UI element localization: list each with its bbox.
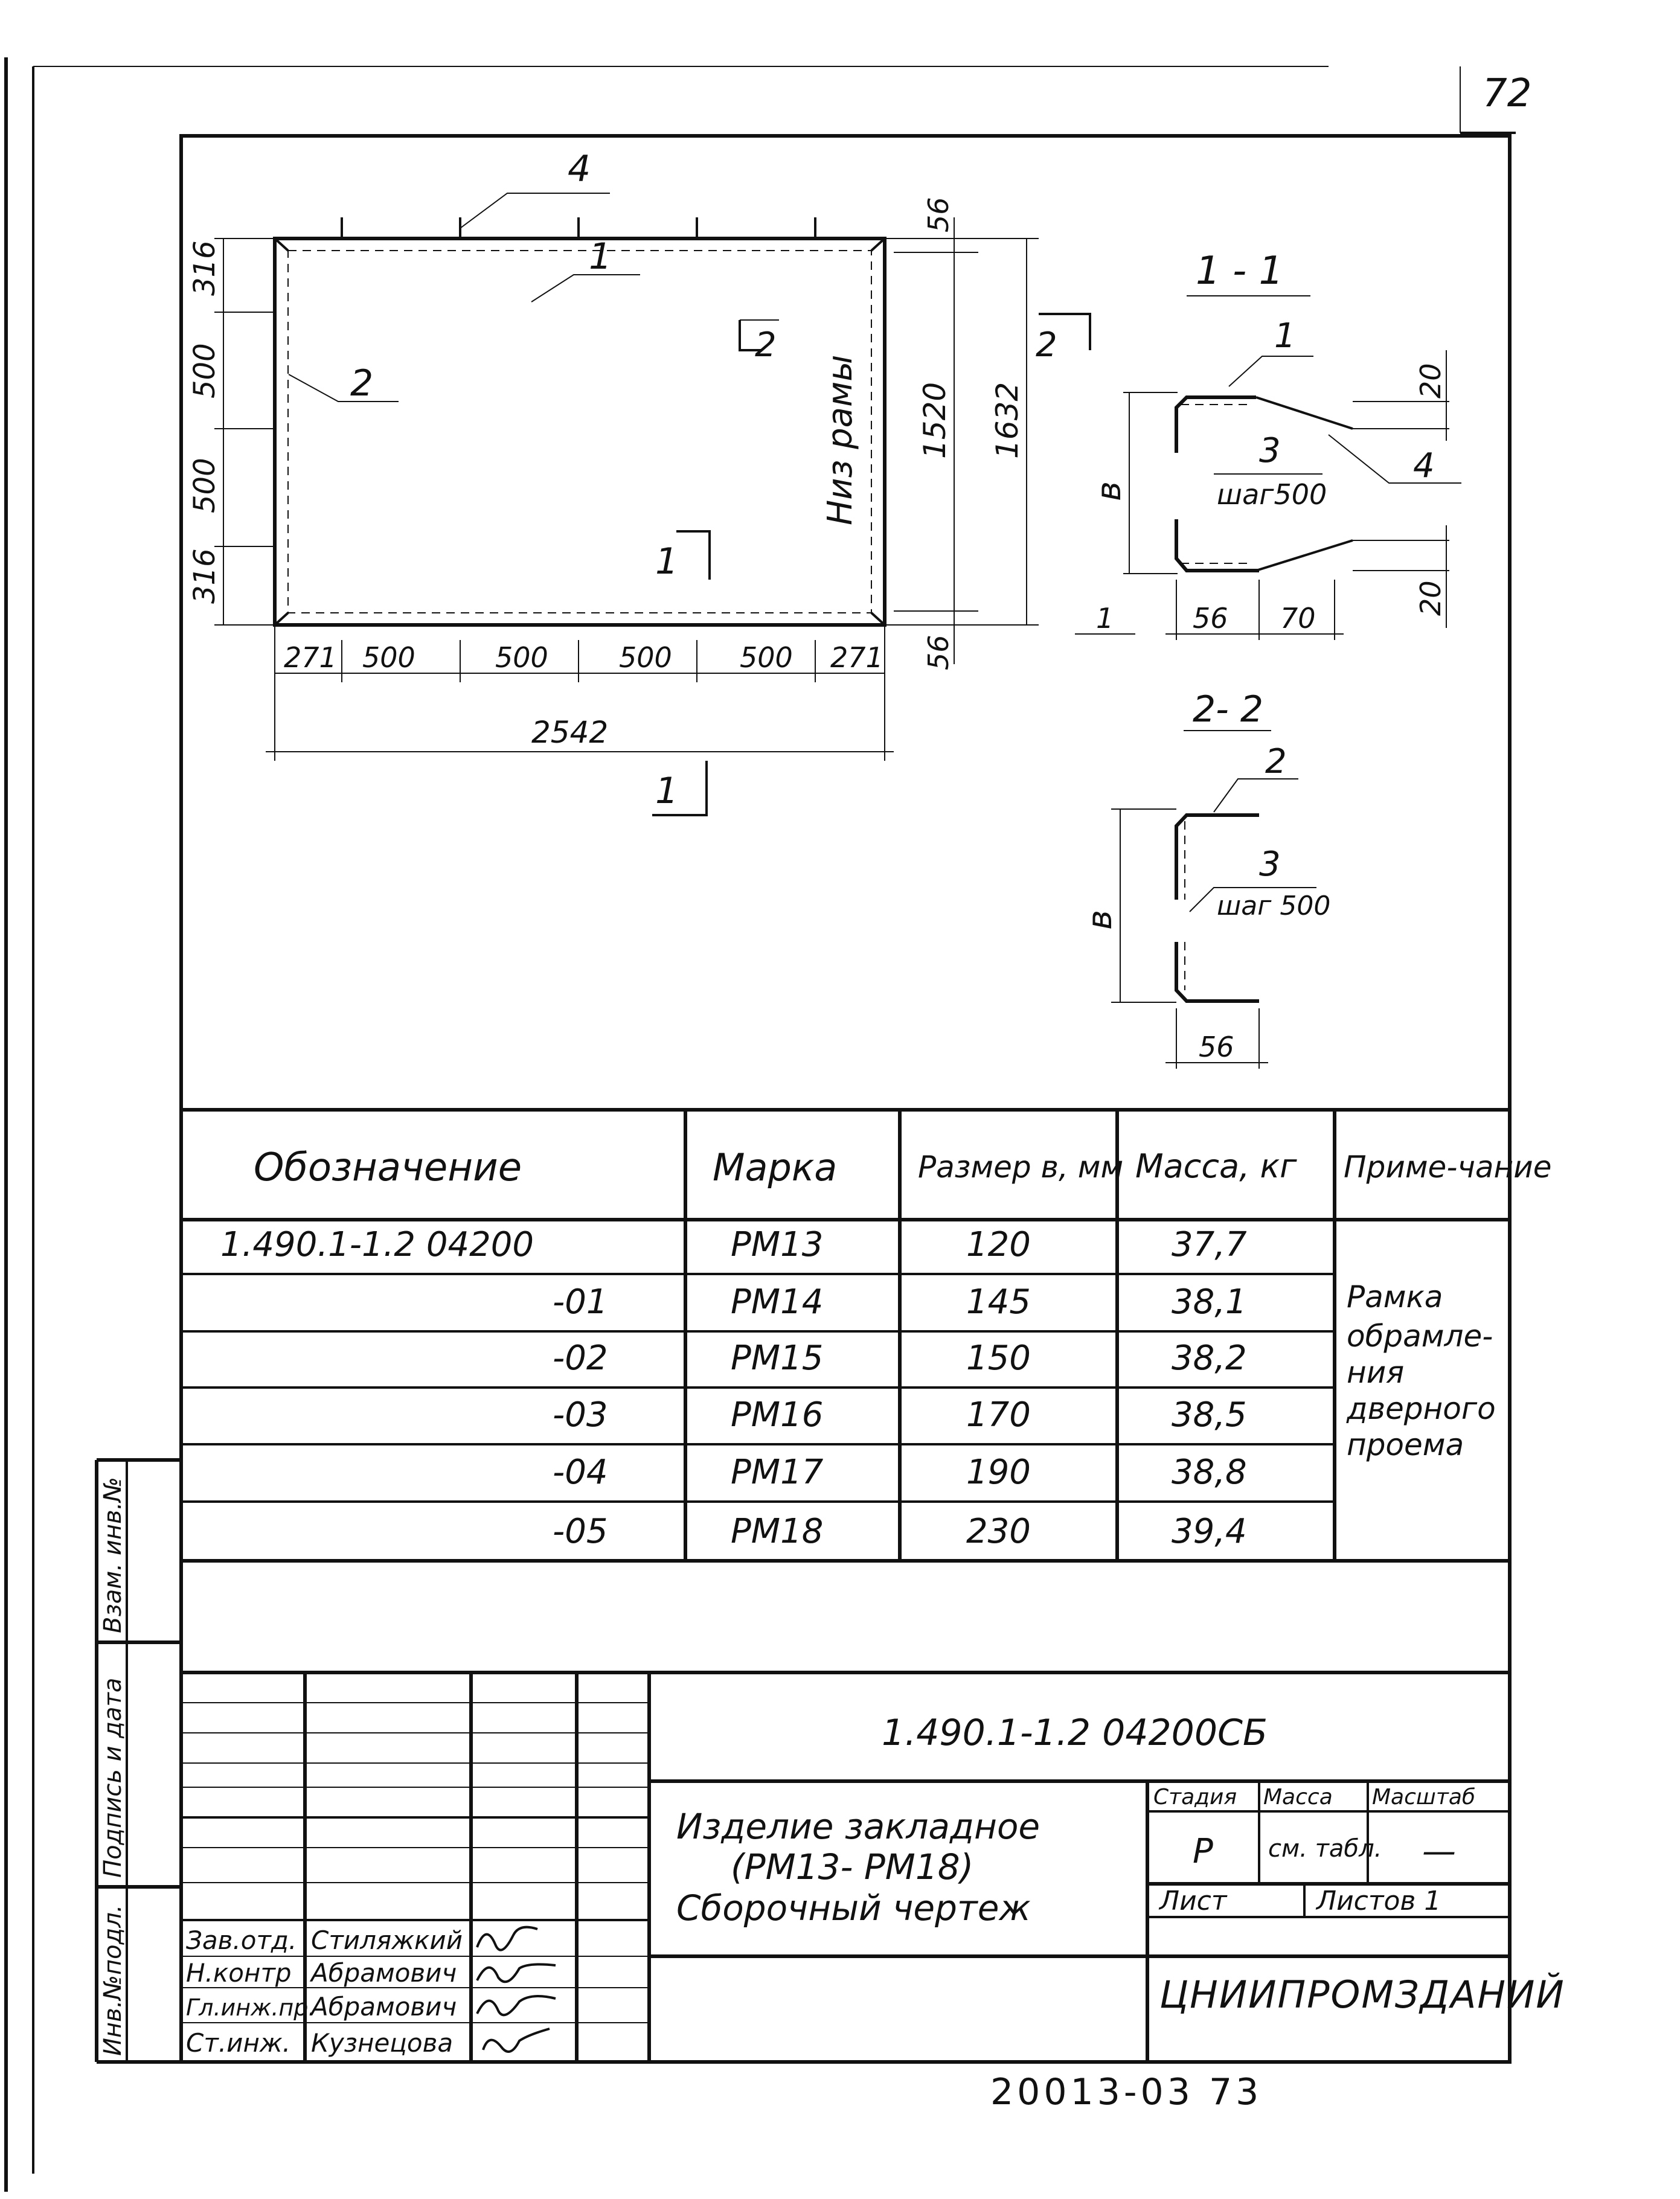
note-line: обрамле- xyxy=(1347,1319,1493,1354)
title-line: (РМ13- РМ18) xyxy=(731,1846,974,1887)
row-size: 150 xyxy=(966,1339,1031,1378)
section-2-dim-56: 56 xyxy=(1199,1031,1234,1063)
section-2-label-right: 2 xyxy=(1036,325,1057,365)
dim-bottom-5: 500 xyxy=(740,641,793,674)
dim-left-1: 316 xyxy=(188,240,222,296)
callout-2-leader xyxy=(289,374,399,402)
stamp-replaces-inv: Взам. инв.№ xyxy=(99,1477,127,1633)
frame-inner-dashed xyxy=(288,251,871,613)
dim-inner-height: 1520 xyxy=(917,382,952,459)
anchor-top xyxy=(1256,397,1353,429)
frame-bottom-note: Низ рамы xyxy=(821,354,860,525)
note-line: Рамка xyxy=(1347,1279,1443,1314)
title-block xyxy=(181,1672,1565,2062)
section-1-mark xyxy=(676,531,710,580)
section-2-pitch: шаг 500 xyxy=(1217,891,1331,921)
row-designation: -05 xyxy=(553,1512,608,1551)
dim-bottom-6: 271 xyxy=(830,641,883,674)
staff-role: Зав.отд. xyxy=(186,1925,297,1955)
scale-label: Масштаб xyxy=(1372,1785,1476,1810)
section-1-callout-4: 4 xyxy=(1413,446,1435,485)
row-mark: РМ16 xyxy=(731,1395,824,1435)
dim-total-height: 1632 xyxy=(990,382,1025,459)
callout-1: 1 xyxy=(589,235,612,278)
sheet-label: Лист xyxy=(1159,1886,1227,1916)
section-2-2-title: 2- 2 xyxy=(1193,688,1264,731)
callout-4: 4 xyxy=(568,148,591,190)
row-size: 230 xyxy=(966,1512,1031,1551)
dim-bottom-2: 500 xyxy=(362,641,415,674)
row-mass: 39,4 xyxy=(1172,1512,1247,1551)
side-stamp xyxy=(97,1460,181,2062)
section-2-dim-b: в xyxy=(1080,909,1120,930)
section-1-label: 1 xyxy=(655,540,679,583)
row-designation: -02 xyxy=(553,1339,608,1378)
signature-scribble xyxy=(483,2029,550,2052)
header-note: Приме-чание xyxy=(1344,1150,1552,1185)
staff-role: Н.контр xyxy=(186,1958,292,1988)
mass-value: см. табл. xyxy=(1268,1835,1382,1863)
section-1-dim-b: в xyxy=(1089,481,1129,501)
section-1-1-title: 1 - 1 xyxy=(1196,249,1284,293)
stamp-inv-orig: Инв.№подл. xyxy=(99,1904,127,2056)
anchor-bottom xyxy=(1256,540,1353,571)
frame-outline xyxy=(275,238,885,625)
header-mass: Масса, кг xyxy=(1135,1147,1297,1185)
dim-bottom-3: 500 xyxy=(495,641,548,674)
section-1-label-bottom: 1 xyxy=(655,770,679,812)
stage-label: Стадия xyxy=(1153,1785,1237,1810)
row-mass: 37,7 xyxy=(1172,1225,1247,1264)
row-mark: РМ18 xyxy=(731,1512,824,1551)
staff-name: Абрамович xyxy=(311,1958,457,1988)
row-mark: РМ13 xyxy=(731,1225,824,1264)
mass-label: Масса xyxy=(1263,1785,1333,1810)
row-mass: 38,1 xyxy=(1172,1282,1247,1322)
row-mass: 38,8 xyxy=(1172,1453,1247,1492)
row-designation: -03 xyxy=(553,1395,608,1435)
row-mark: РМ17 xyxy=(731,1453,824,1492)
note-line: проема xyxy=(1347,1427,1464,1462)
section-2-2 xyxy=(1080,688,1330,1069)
bottom-code: 20013-03 73 xyxy=(990,2071,1263,2113)
signature-scribble xyxy=(477,1927,537,1950)
section-1-dim-20-top: 20 xyxy=(1414,363,1447,399)
note-line: ния xyxy=(1347,1355,1405,1390)
row-mark: РМ14 xyxy=(731,1282,824,1322)
section-1-dim-20-bottom: 20 xyxy=(1414,580,1447,616)
dim-bottom-1: 271 xyxy=(284,641,337,674)
dim-bottom-4: 500 xyxy=(619,641,672,674)
channel-top xyxy=(1176,397,1256,453)
sheets-label: Листов 1 xyxy=(1316,1886,1441,1916)
row-designation: -04 xyxy=(553,1453,608,1492)
section-1-left-mark: 1 xyxy=(1096,602,1114,635)
dim-total-width: 2542 xyxy=(531,715,609,750)
section-1-pitch: шаг500 xyxy=(1217,478,1327,511)
section-1-dim-56: 56 xyxy=(1193,602,1228,635)
row-designation: -01 xyxy=(553,1282,608,1322)
row-mass: 38,2 xyxy=(1172,1339,1247,1378)
header-designation: Обозначение xyxy=(254,1145,522,1190)
title-line: Изделие закладное xyxy=(676,1806,1040,1847)
header-size: Размер в, мм xyxy=(918,1150,1124,1185)
callout-4-leader xyxy=(460,193,610,228)
staff-role: Гл.инж.пр. xyxy=(186,1994,316,2021)
section-1-callout-3: 3 xyxy=(1259,431,1281,470)
dim-left-4: 316 xyxy=(188,548,222,604)
section-1-callout-1: 1 xyxy=(1274,316,1296,356)
dim-bottom-right-56: 56 xyxy=(922,635,955,670)
signature-scribble xyxy=(477,1996,556,2015)
section-2-callout-3: 3 xyxy=(1259,845,1281,884)
callout-1-leader xyxy=(531,275,640,302)
dim-left-2: 500 xyxy=(188,343,222,399)
section-2-label-left: 2 xyxy=(755,325,777,365)
channel-2-bottom xyxy=(1176,942,1259,1001)
stage-value: Р xyxy=(1193,1832,1213,1871)
row-mark: РМ15 xyxy=(731,1339,824,1378)
spec-table xyxy=(181,1110,1551,1561)
sheet-corner-number: 72 xyxy=(1483,71,1532,116)
staff-name: Кузнецова xyxy=(311,2028,454,2058)
stamp-signature-date: Подпись и дата xyxy=(99,1677,127,1878)
signature-scribble xyxy=(477,1964,556,1982)
row-designation: 1.490.1-1.2 04200 xyxy=(220,1225,534,1264)
dim-top-right-56: 56 xyxy=(922,197,955,232)
document-code: 1.490.1-1.2 04200СБ xyxy=(882,1712,1268,1754)
title-line: Сборочный чертеж xyxy=(676,1887,1031,1929)
plan-view xyxy=(188,148,1090,815)
staff-role: Ст.инж. xyxy=(186,2028,291,2058)
row-size: 120 xyxy=(966,1225,1031,1264)
staff-name: Стиляжкий xyxy=(311,1925,463,1955)
staff-name: Абрамович xyxy=(311,1992,457,2021)
dim-left-3: 500 xyxy=(188,458,222,513)
organization-name: ЦНИИПРОМЗДАНИЙ xyxy=(1159,1973,1565,2017)
row-size: 145 xyxy=(966,1282,1031,1322)
row-size: 170 xyxy=(966,1395,1031,1435)
callout-2: 2 xyxy=(350,362,374,405)
section-1-dim-70: 70 xyxy=(1280,602,1316,635)
row-mass: 38,5 xyxy=(1172,1395,1247,1435)
note-line: дверного xyxy=(1347,1391,1496,1426)
scale-value: — xyxy=(1422,1832,1456,1871)
row-size: 190 xyxy=(966,1453,1031,1492)
header-mark: Марка xyxy=(713,1145,838,1189)
section-1-1 xyxy=(1075,249,1461,640)
section-2-callout-2: 2 xyxy=(1265,742,1287,781)
